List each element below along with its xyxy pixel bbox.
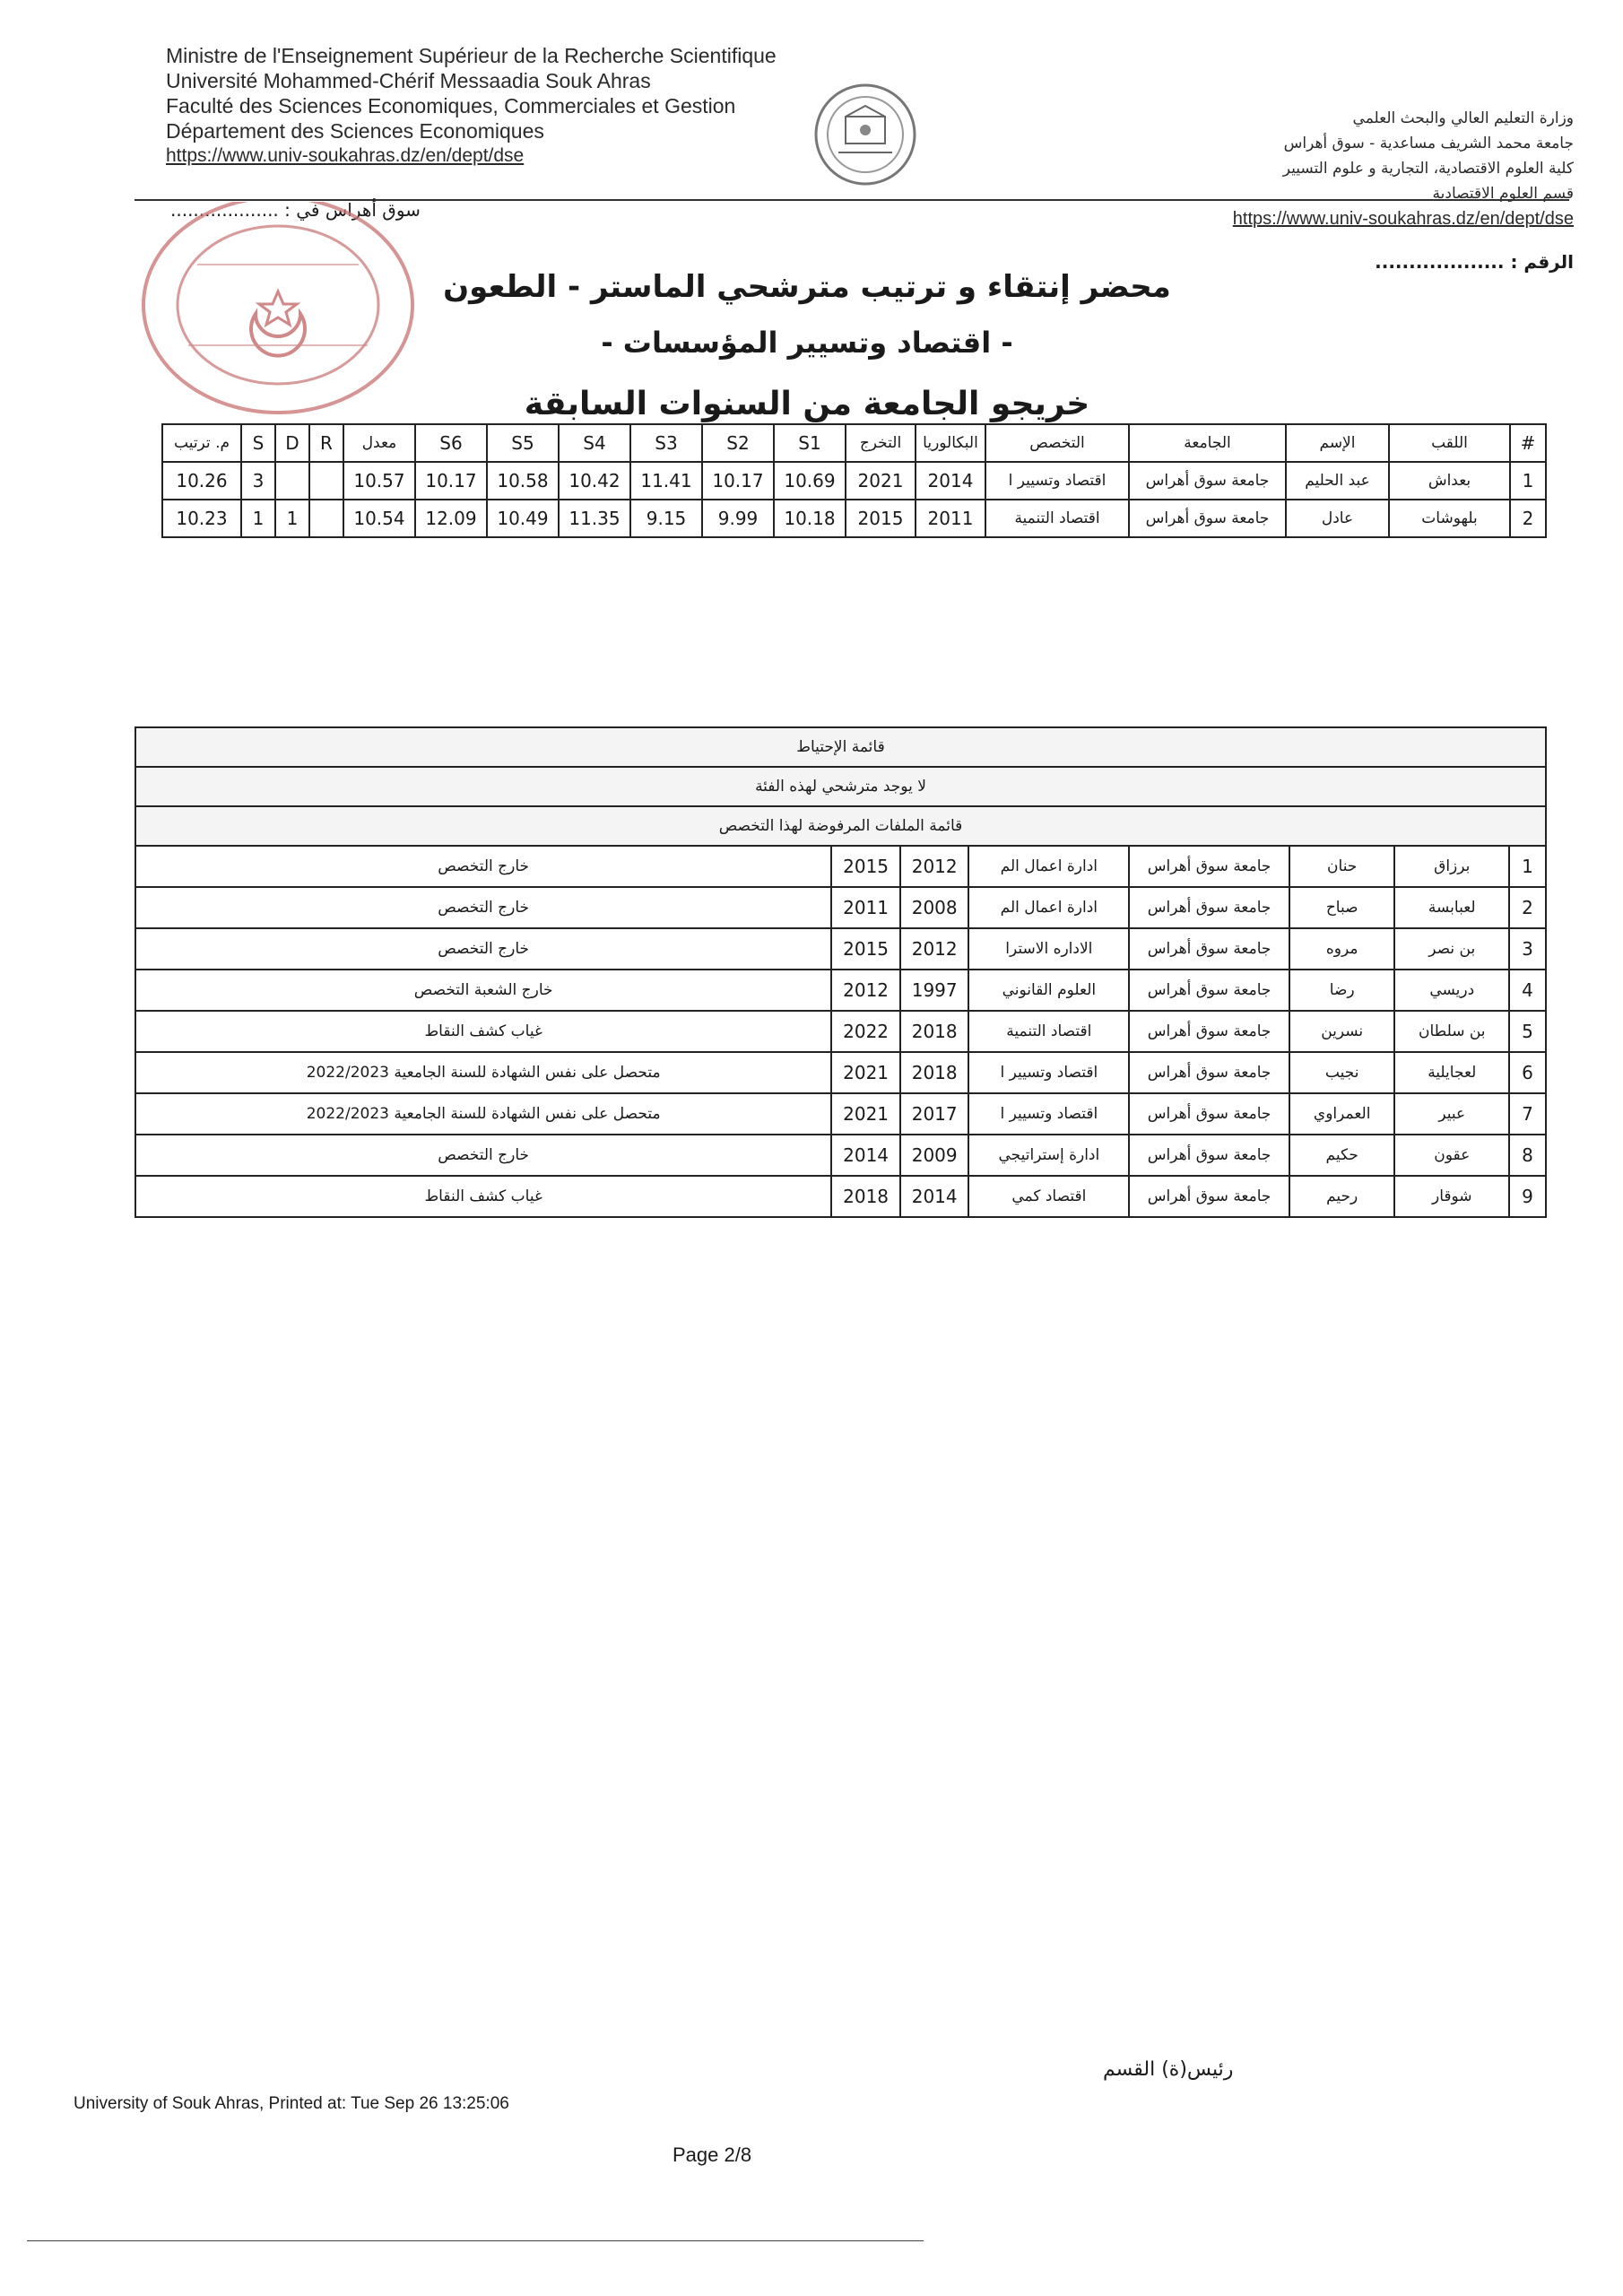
cell-last-name: دريسي bbox=[1394, 970, 1509, 1011]
cell-last-name: عبير bbox=[1394, 1093, 1509, 1135]
ar-department: قسم العلوم الاقتصادية bbox=[1432, 185, 1574, 203]
cell-specialty: ادارة اعمال الم bbox=[968, 887, 1129, 928]
cell-s4: 10.42 bbox=[559, 462, 630, 500]
cell-average: 10.57 bbox=[343, 462, 415, 500]
cell-graduation: 2011 bbox=[831, 887, 900, 928]
rejected-list-title: قائمة الملفات المرفوضة لهذا التخصص bbox=[135, 806, 1546, 846]
cell-first-name: حكيم bbox=[1289, 1135, 1394, 1176]
reserve-empty-message: لا يوجد مترشحي لهذه الفئة bbox=[135, 767, 1546, 806]
title-main: محضر إنتقاء و ترتيب مترشحي الماستر - الطعون bbox=[443, 269, 1171, 305]
cell-specialty: الاداره الاسترا bbox=[968, 928, 1129, 970]
cell-index: 1 bbox=[1510, 462, 1546, 500]
cell-bac: 2018 bbox=[900, 1052, 969, 1093]
cell-index: 2 bbox=[1509, 887, 1546, 928]
cell-index: 4 bbox=[1509, 970, 1546, 1011]
cell-s4: 11.35 bbox=[559, 500, 630, 537]
cell-reason: متحصل على نفس الشهادة للسنة الجامعية 2022/2023 bbox=[135, 1052, 831, 1093]
cell-bac: 2011 bbox=[916, 500, 985, 537]
printed-at: University of Souk Ahras, Printed at: Tue Sep 26 13:25:06 bbox=[74, 2094, 509, 2113]
cell-index: 3 bbox=[1509, 928, 1546, 970]
fr-university: Université Mohammed-Chérif Messaadia Souk Ahras bbox=[166, 69, 651, 92]
cell-graduation: 2015 bbox=[846, 500, 916, 537]
cell-university: جامعة سوق أهراس bbox=[1129, 462, 1286, 500]
cell-graduation: 2021 bbox=[831, 1093, 900, 1135]
cell-s5: 10.58 bbox=[487, 462, 559, 500]
cell-reason: غياب كشف النقاط bbox=[135, 1011, 831, 1052]
cell-first-name: عبد الحليم bbox=[1286, 462, 1389, 500]
cell-s3: 11.41 bbox=[630, 462, 702, 500]
cell-last-name: عقون bbox=[1394, 1135, 1509, 1176]
reference-number: الرقم : ................... bbox=[1375, 251, 1574, 273]
cell-graduation: 2015 bbox=[831, 928, 900, 970]
cell-bac: 2014 bbox=[916, 462, 985, 500]
col-s5: S5 bbox=[487, 424, 559, 462]
cell-r bbox=[309, 500, 343, 537]
cell-last-name: بن نصر bbox=[1394, 928, 1509, 970]
fr-url-link[interactable]: https://www.univ-soukahras.dz/en/dept/dse bbox=[166, 145, 525, 166]
cell-index: 5 bbox=[1509, 1011, 1546, 1052]
cell-bac: 2008 bbox=[900, 887, 969, 928]
candidates-table bbox=[161, 423, 1547, 538]
col-r: R bbox=[309, 424, 343, 462]
cell-graduation: 2021 bbox=[846, 462, 916, 500]
cell-s5: 10.49 bbox=[487, 500, 559, 537]
cell-graduation: 2012 bbox=[831, 970, 900, 1011]
cell-reason: خارج التخصص bbox=[135, 887, 831, 928]
table-row bbox=[135, 1176, 1546, 1217]
cell-last-name: لعبابسة bbox=[1394, 887, 1509, 928]
col-university: الجامعة bbox=[1129, 424, 1286, 462]
cell-university: جامعة سوق أهراس bbox=[1129, 970, 1289, 1011]
table-row bbox=[135, 887, 1546, 928]
cell-s1: 10.18 bbox=[774, 500, 846, 537]
col-graduation: التخرج bbox=[846, 424, 916, 462]
table-row bbox=[135, 970, 1546, 1011]
cell-s6: 12.09 bbox=[415, 500, 487, 537]
cell-graduation: 2022 bbox=[831, 1011, 900, 1052]
cell-index: 7 bbox=[1509, 1093, 1546, 1135]
cell-s: 3 bbox=[241, 462, 275, 500]
cell-d: 1 bbox=[275, 500, 309, 537]
cell-specialty: اقتصاد التنمية bbox=[985, 500, 1129, 537]
col-s3: S3 bbox=[630, 424, 702, 462]
cell-university: جامعة سوق أهراس bbox=[1129, 1093, 1289, 1135]
department-head-signature: رئيس(ة) القسم bbox=[1103, 2058, 1234, 2081]
cell-specialty: العلوم القانوني bbox=[968, 970, 1129, 1011]
cell-s2: 10.17 bbox=[702, 462, 774, 500]
col-s6: S6 bbox=[415, 424, 487, 462]
cell-specialty: ادارة إستراتيجي bbox=[968, 1135, 1129, 1176]
cell-university: جامعة سوق أهراس bbox=[1129, 1176, 1289, 1217]
cell-bac: 2012 bbox=[900, 928, 969, 970]
cell-first-name: العمراوي bbox=[1289, 1093, 1394, 1135]
cell-university: جامعة سوق أهراس bbox=[1129, 928, 1289, 970]
fr-faculty: Faculté des Sciences Economiques, Commerciales et Gestion bbox=[166, 94, 736, 117]
cell-university: جامعة سوق أهراس bbox=[1129, 846, 1289, 887]
table-row bbox=[135, 1135, 1546, 1176]
title-category: خريجو الجامعة من السنوات السابقة bbox=[524, 386, 1090, 422]
cell-first-name: نسرين bbox=[1289, 1011, 1394, 1052]
col-bac: البكالوريا bbox=[916, 424, 985, 462]
cell-graduation: 2021 bbox=[831, 1052, 900, 1093]
cell-first-name: صباح bbox=[1289, 887, 1394, 928]
cell-university: جامعة سوق أهراس bbox=[1129, 887, 1289, 928]
table-row bbox=[135, 1052, 1546, 1093]
cell-specialty: اقتصاد وتسيير ا bbox=[985, 462, 1129, 500]
cell-s1: 10.69 bbox=[774, 462, 846, 500]
cell-first-name: مروه bbox=[1289, 928, 1394, 970]
cell-bac: 2018 bbox=[900, 1011, 969, 1052]
col-average: معدل bbox=[343, 424, 415, 462]
cell-average: 10.54 bbox=[343, 500, 415, 537]
cell-rank: 10.23 bbox=[162, 500, 241, 537]
cell-specialty: ادارة اعمال الم bbox=[968, 846, 1129, 887]
reserve-list-title: قائمة الإحتياط bbox=[135, 727, 1546, 767]
place-date: سوق أهراس في : ................... bbox=[170, 199, 421, 221]
table-row bbox=[135, 1093, 1546, 1135]
ar-faculty: كلية العلوم الاقتصادية، التجارية و علوم التسيير bbox=[1282, 160, 1574, 178]
cell-index: 9 bbox=[1509, 1176, 1546, 1217]
cell-first-name: رحيم bbox=[1289, 1176, 1394, 1217]
cell-last-name: شوقار bbox=[1394, 1176, 1509, 1217]
cell-index: 6 bbox=[1509, 1052, 1546, 1093]
ar-university: جامعة محمد الشريف مساعدية - سوق أهراس bbox=[1283, 135, 1574, 152]
col-s4: S4 bbox=[559, 424, 630, 462]
cell-first-name: عادل bbox=[1286, 500, 1389, 537]
cell-reason: خارج التخصص bbox=[135, 1135, 831, 1176]
arabic-header bbox=[1018, 106, 1574, 231]
col-d: D bbox=[275, 424, 309, 462]
cell-bac: 2009 bbox=[900, 1135, 969, 1176]
cell-graduation: 2015 bbox=[831, 846, 900, 887]
cell-reason: خارج الشعبة التخصص bbox=[135, 970, 831, 1011]
cell-graduation: 2014 bbox=[831, 1135, 900, 1176]
french-header bbox=[166, 43, 812, 169]
cell-reason: غياب كشف النقاط bbox=[135, 1176, 831, 1217]
cell-specialty: اقتصاد كمي bbox=[968, 1176, 1129, 1217]
cell-graduation: 2018 bbox=[831, 1176, 900, 1217]
cell-index: 2 bbox=[1510, 500, 1546, 537]
fr-ministry: Ministre de l'Enseignement Supérieur de la Recherche Scientifique bbox=[166, 44, 777, 67]
cell-university: جامعة سوق أهراس bbox=[1129, 500, 1286, 537]
table-row bbox=[162, 462, 1546, 500]
ar-ministry: وزارة التعليم العالي والبحث العلمي bbox=[1352, 109, 1574, 127]
table-row bbox=[135, 846, 1546, 887]
cell-last-name: بعداش bbox=[1389, 462, 1510, 500]
cell-first-name: نجيب bbox=[1289, 1052, 1394, 1093]
footer-divider bbox=[27, 2240, 924, 2241]
rejected-table bbox=[135, 726, 1547, 1218]
page-number: Page 2/8 bbox=[673, 2144, 752, 2166]
cell-last-name: بن سلطان bbox=[1394, 1011, 1509, 1052]
cell-reason: خارج التخصص bbox=[135, 846, 831, 887]
cell-s3: 9.15 bbox=[630, 500, 702, 537]
fr-department: Département des Sciences Economiques bbox=[166, 119, 544, 143]
cell-specialty: اقتصاد التنمية bbox=[968, 1011, 1129, 1052]
cell-specialty: اقتصاد وتسيير ا bbox=[968, 1093, 1129, 1135]
cell-specialty: اقتصاد وتسيير ا bbox=[968, 1052, 1129, 1093]
title-specialty: - اقتصاد وتسيير المؤسسات - bbox=[601, 326, 1013, 360]
col-s: S bbox=[241, 424, 275, 462]
cell-s2: 9.99 bbox=[702, 500, 774, 537]
col-s2: S2 bbox=[702, 424, 774, 462]
cell-first-name: رضا bbox=[1289, 970, 1394, 1011]
cell-reason: متحصل على نفس الشهادة للسنة الجامعية 2022/2023 bbox=[135, 1093, 831, 1135]
table-row bbox=[135, 1011, 1546, 1052]
cell-s6: 10.17 bbox=[415, 462, 487, 500]
cell-last-name: بلهوشات bbox=[1389, 500, 1510, 537]
cell-bac: 2012 bbox=[900, 846, 969, 887]
cell-s: 1 bbox=[241, 500, 275, 537]
cell-bac: 2017 bbox=[900, 1093, 969, 1135]
col-last-name: اللقب bbox=[1389, 424, 1510, 462]
cell-index: 8 bbox=[1509, 1135, 1546, 1176]
col-index: # bbox=[1510, 424, 1546, 462]
cell-university: جامعة سوق أهراس bbox=[1129, 1011, 1289, 1052]
cell-university: جامعة سوق أهراس bbox=[1129, 1135, 1289, 1176]
col-first-name: الإسم bbox=[1286, 424, 1389, 462]
ar-url-link[interactable]: https://www.univ-soukahras.dz/en/dept/dse bbox=[1232, 209, 1574, 229]
cell-last-name: لعجايلية bbox=[1394, 1052, 1509, 1093]
cell-d bbox=[275, 462, 309, 500]
table-row bbox=[162, 500, 1546, 537]
cell-r bbox=[309, 462, 343, 500]
cell-university: جامعة سوق أهراس bbox=[1129, 1052, 1289, 1093]
cell-index: 1 bbox=[1509, 846, 1546, 887]
col-rank: م. ترتيب bbox=[162, 424, 241, 462]
cell-reason: خارج التخصص bbox=[135, 928, 831, 970]
table-row bbox=[135, 928, 1546, 970]
university-logo-icon bbox=[812, 81, 919, 188]
cell-bac: 1997 bbox=[900, 970, 969, 1011]
cell-first-name: حنان bbox=[1289, 846, 1394, 887]
cell-bac: 2014 bbox=[900, 1176, 969, 1217]
col-specialty: التخصص bbox=[985, 424, 1129, 462]
cell-last-name: برزاق bbox=[1394, 846, 1509, 887]
cell-rank: 10.26 bbox=[162, 462, 241, 500]
col-s1: S1 bbox=[774, 424, 846, 462]
table-header-row bbox=[162, 424, 1546, 462]
